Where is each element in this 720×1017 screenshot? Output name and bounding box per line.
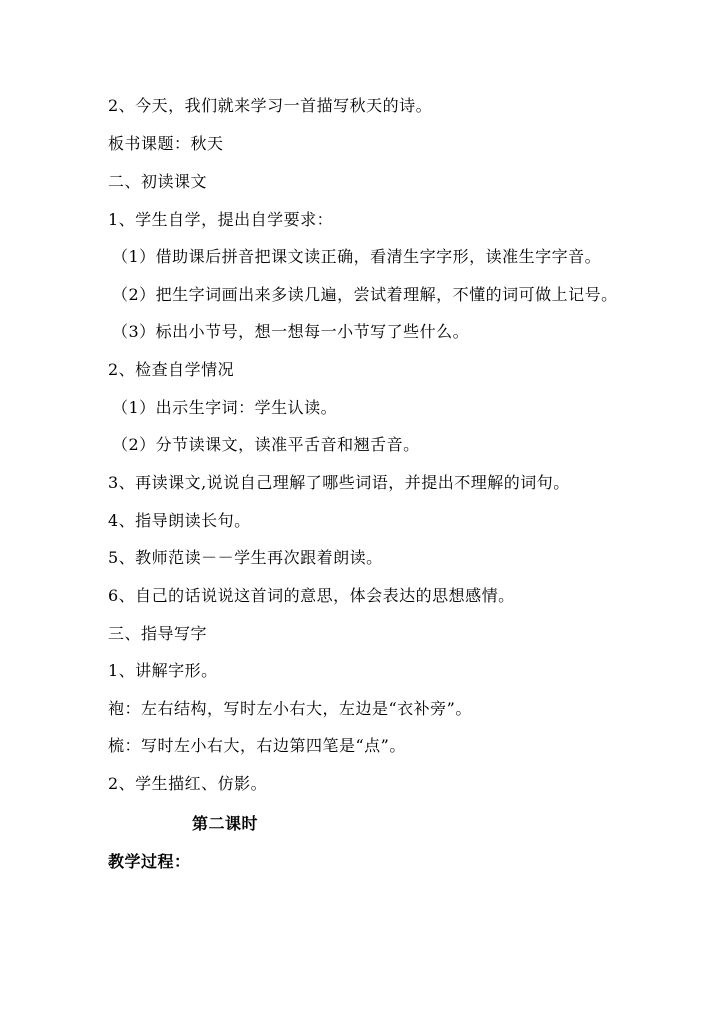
step-explain-shape: 1、讲解字形。 [108,661,218,680]
requirement-item-1: （1）借助课后拼音把课文读正确，看清生字字形，读准生字字音。 [112,247,602,266]
board-title: 板书课题：秋天 [108,134,224,153]
teaching-process-label: 教学过程： [108,852,191,871]
step-explain-meaning: 6、自己的话说说这首词的意思，体会表达的思想感情。 [108,586,515,605]
step-check-study: 2、检查自学情况 [108,360,235,379]
step-tracing: 2、学生描红、仿影。 [108,774,268,793]
step-reread: 3、再读课文,说说自己理解了哪些词语，并提出不理解的词句。 [108,473,570,492]
section-heading-first-reading: 二、初读课文 [108,172,208,191]
character-note-shu: 梳：写时左小右大，右边第四笔是“点”。 [108,736,406,755]
step-teacher-model: 5、教师范读－－学生再次跟着朗读。 [108,548,383,567]
check-item-2: （2）分节读课文，读准平舌音和翘舌音。 [112,435,420,454]
character-note-pao: 袍：左右结构，写时左小右大，左边是“衣补旁”。 [108,699,472,718]
requirement-item-3: （3）标出小节号，想一想每一小节写了些什么。 [112,322,470,341]
step-self-study: 1、学生自学，提出自学要求： [108,210,334,229]
step-guided-reading: 4、指导朗读长句。 [108,511,251,530]
requirement-item-2: （2）把生字词画出来多读几遍，尝试着理解，不懂的词可做上记号。 [112,285,618,304]
check-item-1: （1）出示生字词：学生认读。 [112,398,338,417]
lesson-two-heading: 第二课时 [192,814,259,833]
section-heading-writing: 三、指导写字 [108,624,208,643]
paragraph-intro: 2、今天，我们就来学习一首描写秋天的诗。 [108,96,433,115]
